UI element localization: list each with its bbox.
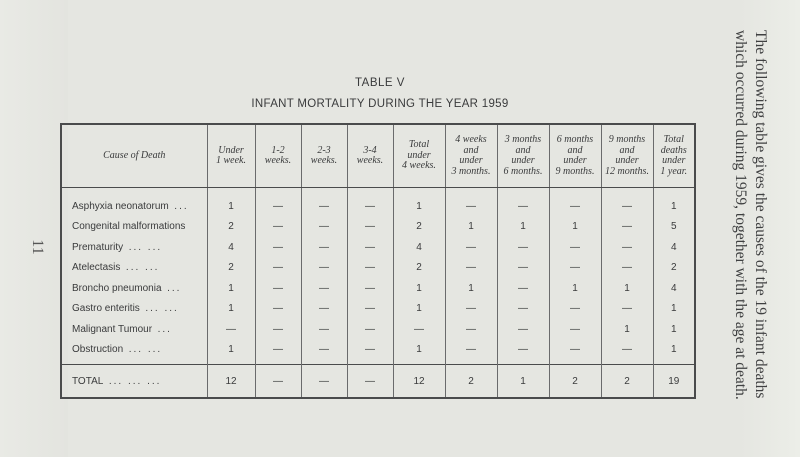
value-cell: 1 [549, 278, 601, 299]
value-cell: 4 [653, 278, 695, 299]
table-row [61, 217, 695, 238]
cause-label: Prematurity [72, 241, 124, 253]
table-row [61, 188, 695, 217]
value-cell: 4 [653, 237, 695, 258]
value-cell: 2 [207, 258, 255, 279]
value-cell: — [347, 278, 393, 299]
leader-dots: ... ... [125, 262, 160, 274]
table-title: INFANT MORTALITY DURING THE YEAR 1959 [251, 98, 509, 110]
value-cell: 1 [549, 217, 601, 238]
value-cell: — [301, 278, 347, 299]
cause-label: Broncho pneumonia [72, 282, 162, 294]
value-cell: — [497, 237, 549, 258]
value-cell: — [549, 319, 601, 340]
value-cell: 1 [653, 319, 695, 340]
value-cell: 5 [653, 217, 695, 238]
cause-cell [61, 278, 207, 299]
column-header: Total under 4 weeks. [393, 124, 445, 188]
intro-line-2: which occurred during 1959, together with the age at death. [732, 30, 749, 400]
cause-cell [61, 258, 207, 279]
value-cell: — [301, 319, 347, 340]
intro-line-1: The following table gives the causes of the 19 infant deaths [752, 30, 769, 399]
value-cell: 1 [207, 188, 255, 217]
cause-label: Atelectasis [72, 262, 121, 274]
leader-dots: ... [174, 200, 189, 212]
header-row [61, 124, 695, 188]
value-cell: 2 [549, 365, 601, 399]
cause-cell [61, 299, 207, 320]
value-cell: — [301, 365, 347, 399]
value-cell: 2 [393, 258, 445, 279]
table-row [61, 237, 695, 258]
leader-dots: ... ... ... [108, 375, 162, 387]
value-cell: — [301, 188, 347, 217]
cause-label: Asphyxia neonatorum [72, 200, 169, 212]
value-cell: 1 [445, 217, 497, 238]
value-cell: — [301, 217, 347, 238]
value-cell: 1 [653, 188, 695, 217]
value-cell: — [601, 217, 653, 238]
total-row [61, 365, 695, 399]
value-cell: — [255, 299, 301, 320]
value-cell: 1 [497, 217, 549, 238]
value-cell: 1 [393, 340, 445, 365]
value-cell: — [255, 365, 301, 399]
value-cell: 12 [393, 365, 445, 399]
value-cell: — [601, 237, 653, 258]
value-cell: — [347, 319, 393, 340]
value-cell: — [207, 319, 255, 340]
value-cell: — [347, 237, 393, 258]
column-header: 6 months and under 9 months. [549, 124, 601, 188]
cause-cell [61, 319, 207, 340]
value-cell: — [445, 188, 497, 217]
value-cell: — [497, 319, 549, 340]
value-cell: 1 [393, 278, 445, 299]
value-cell: — [549, 340, 601, 365]
value-cell: — [255, 340, 301, 365]
value-cell: 1 [653, 340, 695, 365]
value-cell: — [497, 340, 549, 365]
value-cell: 4 [393, 237, 445, 258]
column-header: 4 weeks and under 3 months. [445, 124, 497, 188]
value-cell: — [301, 299, 347, 320]
value-cell: — [347, 340, 393, 365]
table-label: TABLE V [355, 77, 405, 89]
value-cell: — [549, 299, 601, 320]
leader-dots: ... ... [145, 303, 179, 315]
left-margin [0, 0, 68, 457]
column-header: 3 months and under 6 months. [497, 124, 549, 188]
table-row [61, 340, 695, 365]
value-cell: 1 [497, 365, 549, 399]
value-cell: 19 [653, 365, 695, 399]
value-cell: — [445, 237, 497, 258]
leader-dots: ... [157, 323, 172, 335]
value-cell: — [255, 258, 301, 279]
value-cell: — [601, 299, 653, 320]
value-cell: — [347, 217, 393, 238]
value-cell: 1 [207, 299, 255, 320]
cause-label: Obstruction [72, 344, 124, 356]
value-cell: — [347, 188, 393, 217]
table-row [61, 278, 695, 299]
table-row [61, 299, 695, 320]
value-cell: 1 [393, 188, 445, 217]
column-header: Under 1 week. [207, 124, 255, 188]
cause-cell [61, 340, 207, 365]
cause-label: Gastro enteritis [72, 303, 140, 315]
value-cell: — [497, 299, 549, 320]
value-cell: 1 [445, 278, 497, 299]
value-cell: — [301, 340, 347, 365]
value-cell: — [497, 188, 549, 217]
value-cell: — [255, 237, 301, 258]
column-header: Total deaths under 1 year. [653, 124, 695, 188]
value-cell: 12 [207, 365, 255, 399]
value-cell: — [601, 188, 653, 217]
value-cell: — [497, 258, 549, 279]
value-cell: — [445, 258, 497, 279]
cause-cell [61, 365, 207, 399]
value-cell: — [549, 188, 601, 217]
value-cell: 1 [601, 278, 653, 299]
value-cell: — [347, 258, 393, 279]
cause-label: Malignant Tumour [72, 323, 153, 335]
value-cell: 2 [207, 217, 255, 238]
value-cell: 2 [445, 365, 497, 399]
value-cell: 1 [601, 319, 653, 340]
rotated-intro-text [710, 30, 772, 440]
leader-dots: ... ... [128, 241, 163, 253]
value-cell: — [445, 340, 497, 365]
value-cell: — [549, 237, 601, 258]
table-row [61, 319, 695, 340]
value-cell: — [549, 258, 601, 279]
value-cell: — [347, 365, 393, 399]
value-cell: — [497, 278, 549, 299]
value-cell: — [255, 188, 301, 217]
value-cell: — [301, 258, 347, 279]
value-cell: 2 [653, 258, 695, 279]
cause-cell [61, 217, 207, 238]
cause-label: TOTAL [72, 375, 104, 387]
value-cell: — [445, 319, 497, 340]
leader-dots: ... [167, 282, 182, 294]
value-cell: — [601, 340, 653, 365]
value-cell: 1 [653, 299, 695, 320]
table-row [61, 258, 695, 279]
value-cell: — [255, 319, 301, 340]
leader-dots: ... ... [128, 344, 163, 356]
value-cell: 1 [207, 340, 255, 365]
page-number: 11 [29, 239, 46, 255]
column-header: 3-4 weeks. [347, 124, 393, 188]
value-cell: — [255, 217, 301, 238]
cause-cell [61, 188, 207, 217]
value-cell: — [445, 299, 497, 320]
cause-label: Congenital malformations [72, 221, 186, 233]
value-cell: 2 [393, 217, 445, 238]
value-cell: — [301, 237, 347, 258]
column-header: 1-2 weeks. [255, 124, 301, 188]
column-header: 9 months and under 12 months. [601, 124, 653, 188]
value-cell: — [601, 258, 653, 279]
infant-mortality-table [60, 123, 696, 399]
column-header: 2-3 weeks. [301, 124, 347, 188]
value-cell: — [347, 299, 393, 320]
value-cell: 1 [207, 278, 255, 299]
value-cell: — [393, 319, 445, 340]
value-cell: 4 [207, 237, 255, 258]
column-header: Cause of Death [61, 124, 207, 188]
value-cell: 2 [601, 365, 653, 399]
cause-cell [61, 237, 207, 258]
value-cell: — [255, 278, 301, 299]
value-cell: 1 [393, 299, 445, 320]
